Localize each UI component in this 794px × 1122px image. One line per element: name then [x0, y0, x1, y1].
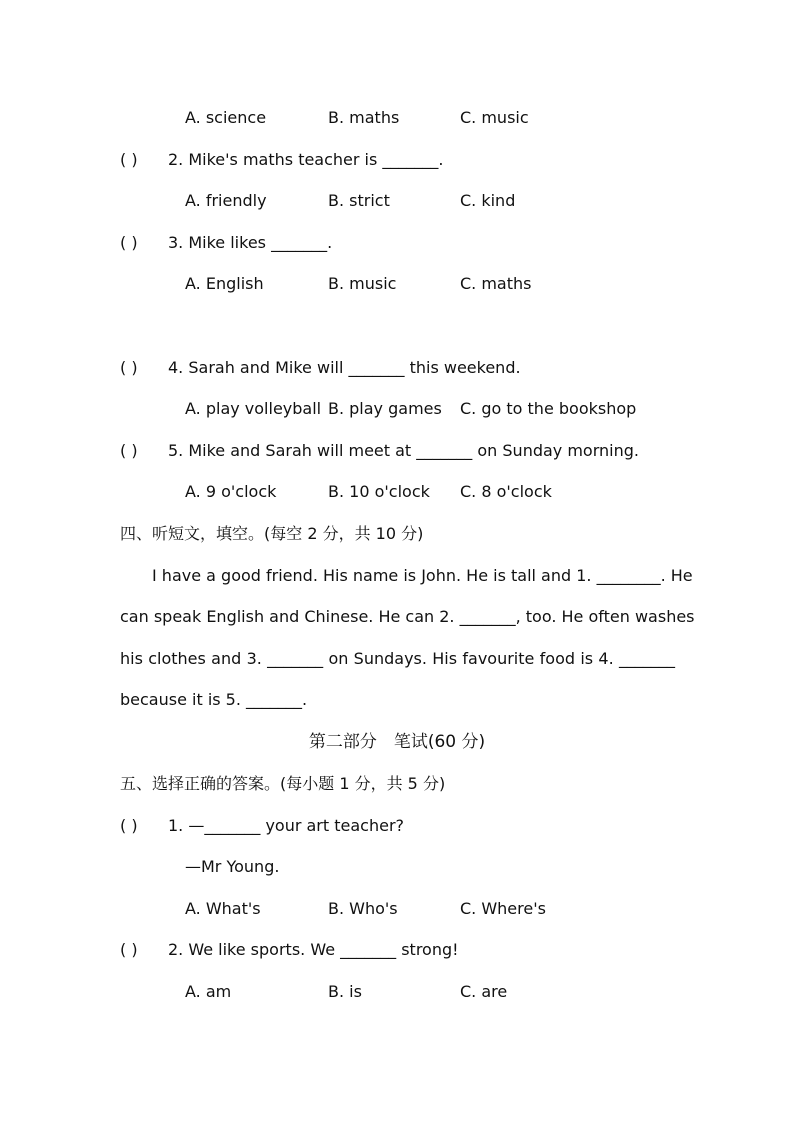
q3-answer-paren: ( )	[120, 233, 138, 252]
s5-q2-answer-paren: ( )	[120, 940, 138, 959]
q4-answer-paren: ( )	[120, 358, 138, 377]
q4-option-a: A. play volleyball	[185, 399, 322, 418]
s5-q2-stem: 2. We like sports. We _______ strong!	[168, 940, 459, 959]
section-4-passage-line-2: can speak English and Chinese. He can 2. _______, too. He often washes	[120, 607, 695, 626]
part-2-title: 第二部分 笔试(60 分)	[308, 732, 486, 752]
q5-option-c: C. 8 o'clock	[460, 482, 552, 501]
q2-stem: 2. Mike's maths teacher is _______.	[168, 150, 444, 169]
q2-option-c: C. kind	[460, 191, 516, 210]
q4-stem: 4. Sarah and Mike will _______ this weekend.	[168, 358, 521, 377]
q1-option-a: A. science	[185, 108, 267, 127]
q3-option-c: C. maths	[460, 274, 532, 293]
s5-q1-stem: 1. —_______ your art teacher?	[168, 816, 405, 835]
q1-option-c: C. music	[460, 108, 529, 127]
q4-option-c: C. go to the bookshop	[460, 399, 637, 418]
s5-q2-option-c: C. are	[460, 982, 508, 1001]
section-5-heading: 五、选择正确的答案。(每小题 1 分，共 5 分)	[120, 774, 446, 793]
section-4-heading: 四、听短文，填空。(每空 2 分，共 10 分)	[120, 524, 424, 543]
s5-q1-reply: —Mr Young.	[185, 857, 280, 876]
q3-stem: 3. Mike likes _______.	[168, 233, 333, 252]
q5-option-b: B. 10 o'clock	[328, 482, 430, 501]
s5-q1-option-b: B. Who's	[328, 899, 398, 918]
s5-q2-option-b: B. is	[328, 982, 362, 1001]
q2-answer-paren: ( )	[120, 150, 138, 169]
section-4-passage-line-4: because it is 5. _______.	[120, 690, 308, 709]
section-4-passage-line-3: his clothes and 3. _______ on Sundays. His favourite food is 4. _______	[120, 649, 675, 668]
section-4-passage-line-1: I have a good friend. His name is John. He is tall and 1. ________. He	[152, 566, 693, 585]
q3-option-b: B. music	[328, 274, 397, 293]
s5-q1-answer-paren: ( )	[120, 816, 138, 835]
s5-q1-option-c: C. Where's	[460, 899, 546, 918]
s5-q2-option-a: A. am	[185, 982, 232, 1001]
s5-q1-option-a: A. What's	[185, 899, 261, 918]
q4-option-b: B. play games	[328, 399, 442, 418]
q5-option-a: A. 9 o'clock	[185, 482, 277, 501]
q5-stem: 5. Mike and Sarah will meet at _______ on Sunday morning.	[168, 441, 639, 460]
q2-option-a: A. friendly	[185, 191, 267, 210]
q2-option-b: B. strict	[328, 191, 390, 210]
q3-option-a: A. English	[185, 274, 264, 293]
q1-option-b: B. maths	[328, 108, 400, 127]
q5-answer-paren: ( )	[120, 441, 138, 460]
